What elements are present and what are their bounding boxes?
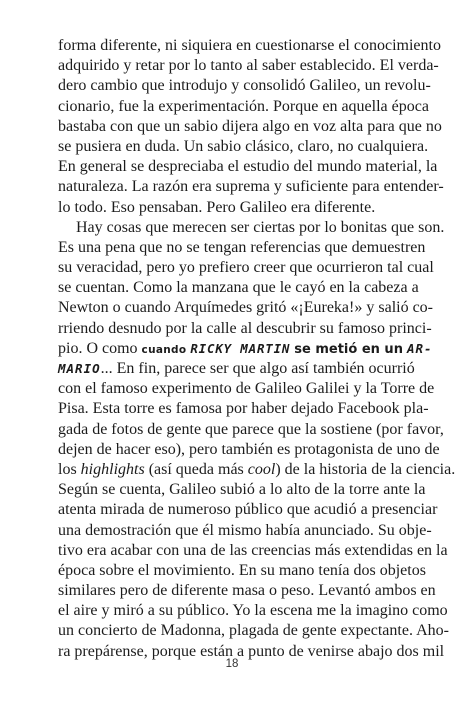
text-line: cionario, fue la experimentación. Porque en aquella época: [58, 97, 429, 115]
text-fragment: (así queda más: [144, 460, 248, 478]
text-line: atenta mirada de numeroso público que acudió a presenciar: [58, 501, 438, 519]
text-line: naturaleza. La razón era suprema y suficiente para entender-: [58, 178, 444, 196]
text-line: Pisa. Esta torre es famosa por haber dejado Facebook pla-: [58, 400, 429, 418]
text-fragment: ) de la historia de la ciencia.: [275, 460, 456, 478]
text-line: su veracidad, pero yo prefiero creer que ocurrieron tal cual: [58, 259, 434, 277]
styled-word-se-metio: se metió en un: [294, 341, 403, 357]
text-line: época sobre el movimiento. En su mano tenía dos objetos: [58, 561, 426, 579]
styled-word-ar: AR-: [406, 340, 433, 356]
text-line: ra prepárense, porque están a punto de venirse abajo dos mil: [58, 642, 445, 660]
text-line: un concierto de Madonna, plagada de gente expectante. Aho-: [58, 622, 449, 640]
text-line: Según se cuenta, Galileo subió a lo alto de la torre ante la: [58, 481, 426, 499]
text-fragment: pio. O como: [58, 339, 138, 357]
text-line: rriendo desnudo por la calle al descubrir su famoso princi-: [58, 319, 432, 337]
styled-text-line: [58, 360, 415, 380]
text-line: se pusiera en duda. Un sabio clásico, claro, no cualquiera.: [58, 137, 429, 155]
text-fragment: los: [58, 460, 81, 478]
text-line: forma diferente, ni siquiera en cuestionarse el conocimiento: [58, 37, 441, 54]
text-line: En general se despreciaba el estudio del mundo material, la: [58, 158, 438, 176]
styled-text-line: [58, 339, 433, 360]
text-line: el aire y miró a su público. Yo la escena me la imagino como: [58, 602, 448, 620]
italic-word-highlights: highlights: [80, 460, 145, 478]
text-line: lo todo. Eso pensaban. Pero Galileo era diferente.: [58, 198, 376, 216]
text-line: tivo era acabar con una de las creencias más extendidas en la: [58, 541, 448, 559]
text-line: Newton o cuando Arquímedes gritó «¡Eureka!» y salió co-: [58, 299, 434, 317]
text-line: se cuentan. Como la manzana que le cayó en la cabeza a: [58, 279, 419, 297]
text-line: Es una pena que no se tengan referencias que demuestren: [58, 238, 426, 256]
styled-word-cuando: cuando: [141, 343, 187, 356]
book-page-text: [58, 37, 456, 663]
text-line: una demostración que él mismo había anunciado. Su obje-: [58, 521, 432, 539]
text-fragment: ... En fin, parece ser que algo así también ocurrió: [100, 360, 415, 377]
styled-word-mario: MARIO: [58, 361, 101, 376]
text-line: con el famoso experimento de Galileo Galilei y la Torre de: [58, 380, 435, 398]
styled-word-ricky-martin: RICKY MARTIN: [190, 340, 291, 356]
text-line: adquirido y retar por lo tanto al saber establecido. El verda-: [58, 57, 439, 75]
text-line-with-italics: [58, 460, 456, 481]
italic-word-cool: cool: [247, 460, 276, 478]
text-line: dejen de hacer eso), pero también es protagonista de uno de: [58, 440, 440, 458]
text-line: dero cambio que introdujo y consolidó Galileo, un revolu-: [58, 77, 431, 95]
text-line: similares pero de diferente masa o peso. Levantó ambos en: [58, 582, 436, 600]
page-number: 18: [225, 658, 239, 670]
text-line: bastaba con que un sabio dijera algo en voz alta para que no: [58, 117, 442, 135]
text-line: gada de fotos de gente que parece que la sostiene (por favor,: [58, 420, 444, 438]
paragraph-first-line: Hay cosas que merecen ser ciertas por lo bonitas que son.: [76, 218, 445, 236]
